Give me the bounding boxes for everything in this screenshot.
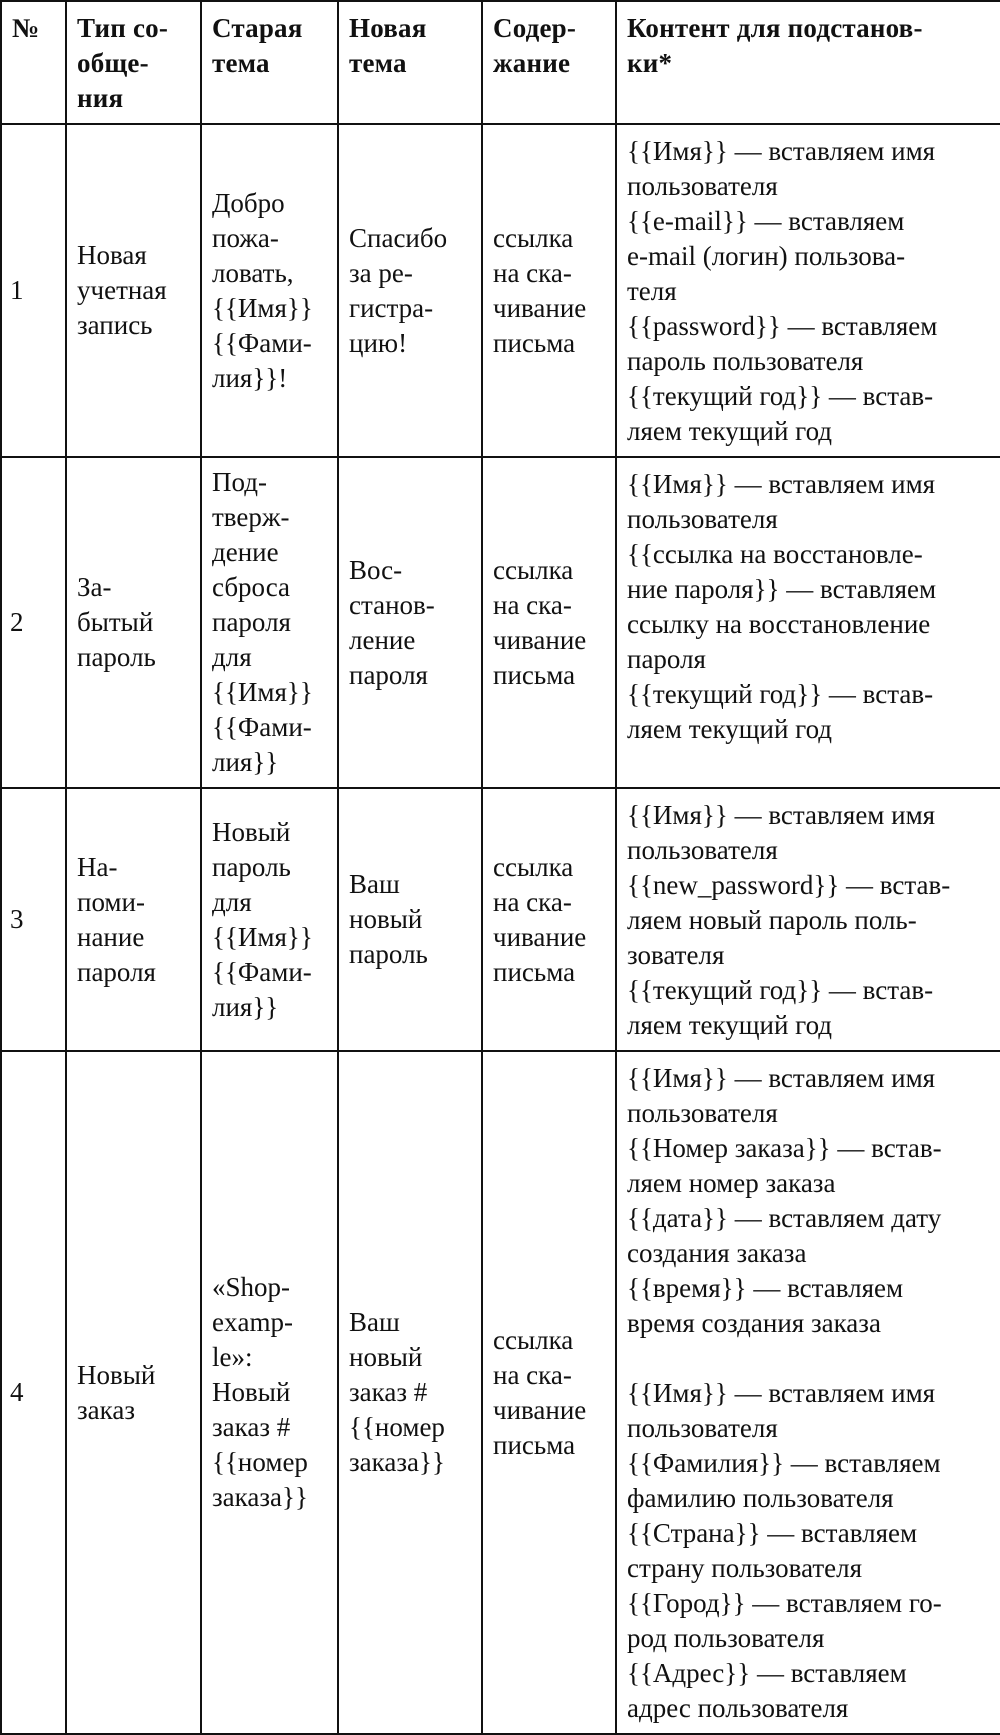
cell-body: ссылка на ска- чивание письма bbox=[482, 788, 616, 1051]
table-header-row bbox=[1, 1, 1000, 124]
cell-substitution-content: {{Имя}} — вставляем имя пользователя {{new_password}} — встав- ляем новый пароль поль- зователя {{текущий год}} — встав- ляем текущий год bbox=[616, 788, 1000, 1051]
cell-num: 1 bbox=[1, 124, 66, 457]
cell-old-subject: Новый пароль для {{Имя}} {{Фами- лия}} bbox=[201, 788, 338, 1051]
header-body: Содер- жание bbox=[482, 1, 616, 124]
table-row bbox=[1, 1051, 1000, 1734]
cell-message-type: За- бытый пароль bbox=[66, 457, 201, 788]
header-num: № bbox=[1, 1, 66, 124]
table-row bbox=[1, 788, 1000, 1051]
cell-new-subject: Спасибо за ре- гистра- цию! bbox=[338, 124, 482, 457]
cell-body: ссылка на ска- чивание письма bbox=[482, 124, 616, 457]
cell-body: ссылка на ска- чивание письма bbox=[482, 1051, 616, 1734]
cell-message-type: На- поми- нание пароля bbox=[66, 788, 201, 1051]
cell-old-subject: «Shop- examp- le»: Новый заказ # {{номер заказа}} bbox=[201, 1051, 338, 1734]
cell-num: 2 bbox=[1, 457, 66, 788]
table-row bbox=[1, 124, 1000, 457]
table-row bbox=[1, 457, 1000, 788]
cell-new-subject: Вос- станов- ление пароля bbox=[338, 457, 482, 788]
header-old-subject: Старая тема bbox=[201, 1, 338, 124]
cell-message-type: Новая учетная запись bbox=[66, 124, 201, 457]
cell-new-subject: Ваш новый заказ # {{номер заказа}} bbox=[338, 1051, 482, 1734]
cell-old-subject: Добро пожа- ловать, {{Имя}} {{Фами- лия}}! bbox=[201, 124, 338, 457]
cell-message-type: Новый заказ bbox=[66, 1051, 201, 1734]
header-message-type: Тип со- обще- ния bbox=[66, 1, 201, 124]
cell-body: ссылка на ска- чивание письма bbox=[482, 457, 616, 788]
cell-new-subject: Ваш новый пароль bbox=[338, 788, 482, 1051]
cell-substitution-content: {{Имя}} — вставляем имя пользователя {{ссылка на восстановле- ние пароля}} — вставляем ссылку на восстановление пароля {{текущий год}} — встав- ляем текущий год bbox=[616, 457, 1000, 788]
cell-substitution-content: {{Имя}} — вставляем имя пользователя {{Номер заказа}} — встав- ляем номер заказа {{дата}} — вставляем дату создания заказа {{время}} — вставляем время создания заказа {{Имя}} — вставляем имя пользователя {{Фамилия}} — вставляем фамилию пользователя {{Страна}} — вставляем страну пользователя {{Город}} — вставляем го- род пользователя {{Адрес}} — вставляем адрес пользователя bbox=[616, 1051, 1000, 1734]
cell-substitution-content: {{Имя}} — вставляем имя пользователя {{e-mail}} — вставляем e-mail (логин) пользова- теля {{password}} — вставляем пароль пользователя {{текущий год}} — встав- ляем текущий год bbox=[616, 124, 1000, 457]
cell-num: 4 bbox=[1, 1051, 66, 1734]
cell-old-subject: Под- тверж- дение сброса пароля для {{Имя}} {{Фами- лия}} bbox=[201, 457, 338, 788]
header-new-subject: Новая тема bbox=[338, 1, 482, 124]
header-substitution-content: Контент для подстанов- ки* bbox=[616, 1, 1000, 124]
cell-num: 3 bbox=[1, 788, 66, 1051]
